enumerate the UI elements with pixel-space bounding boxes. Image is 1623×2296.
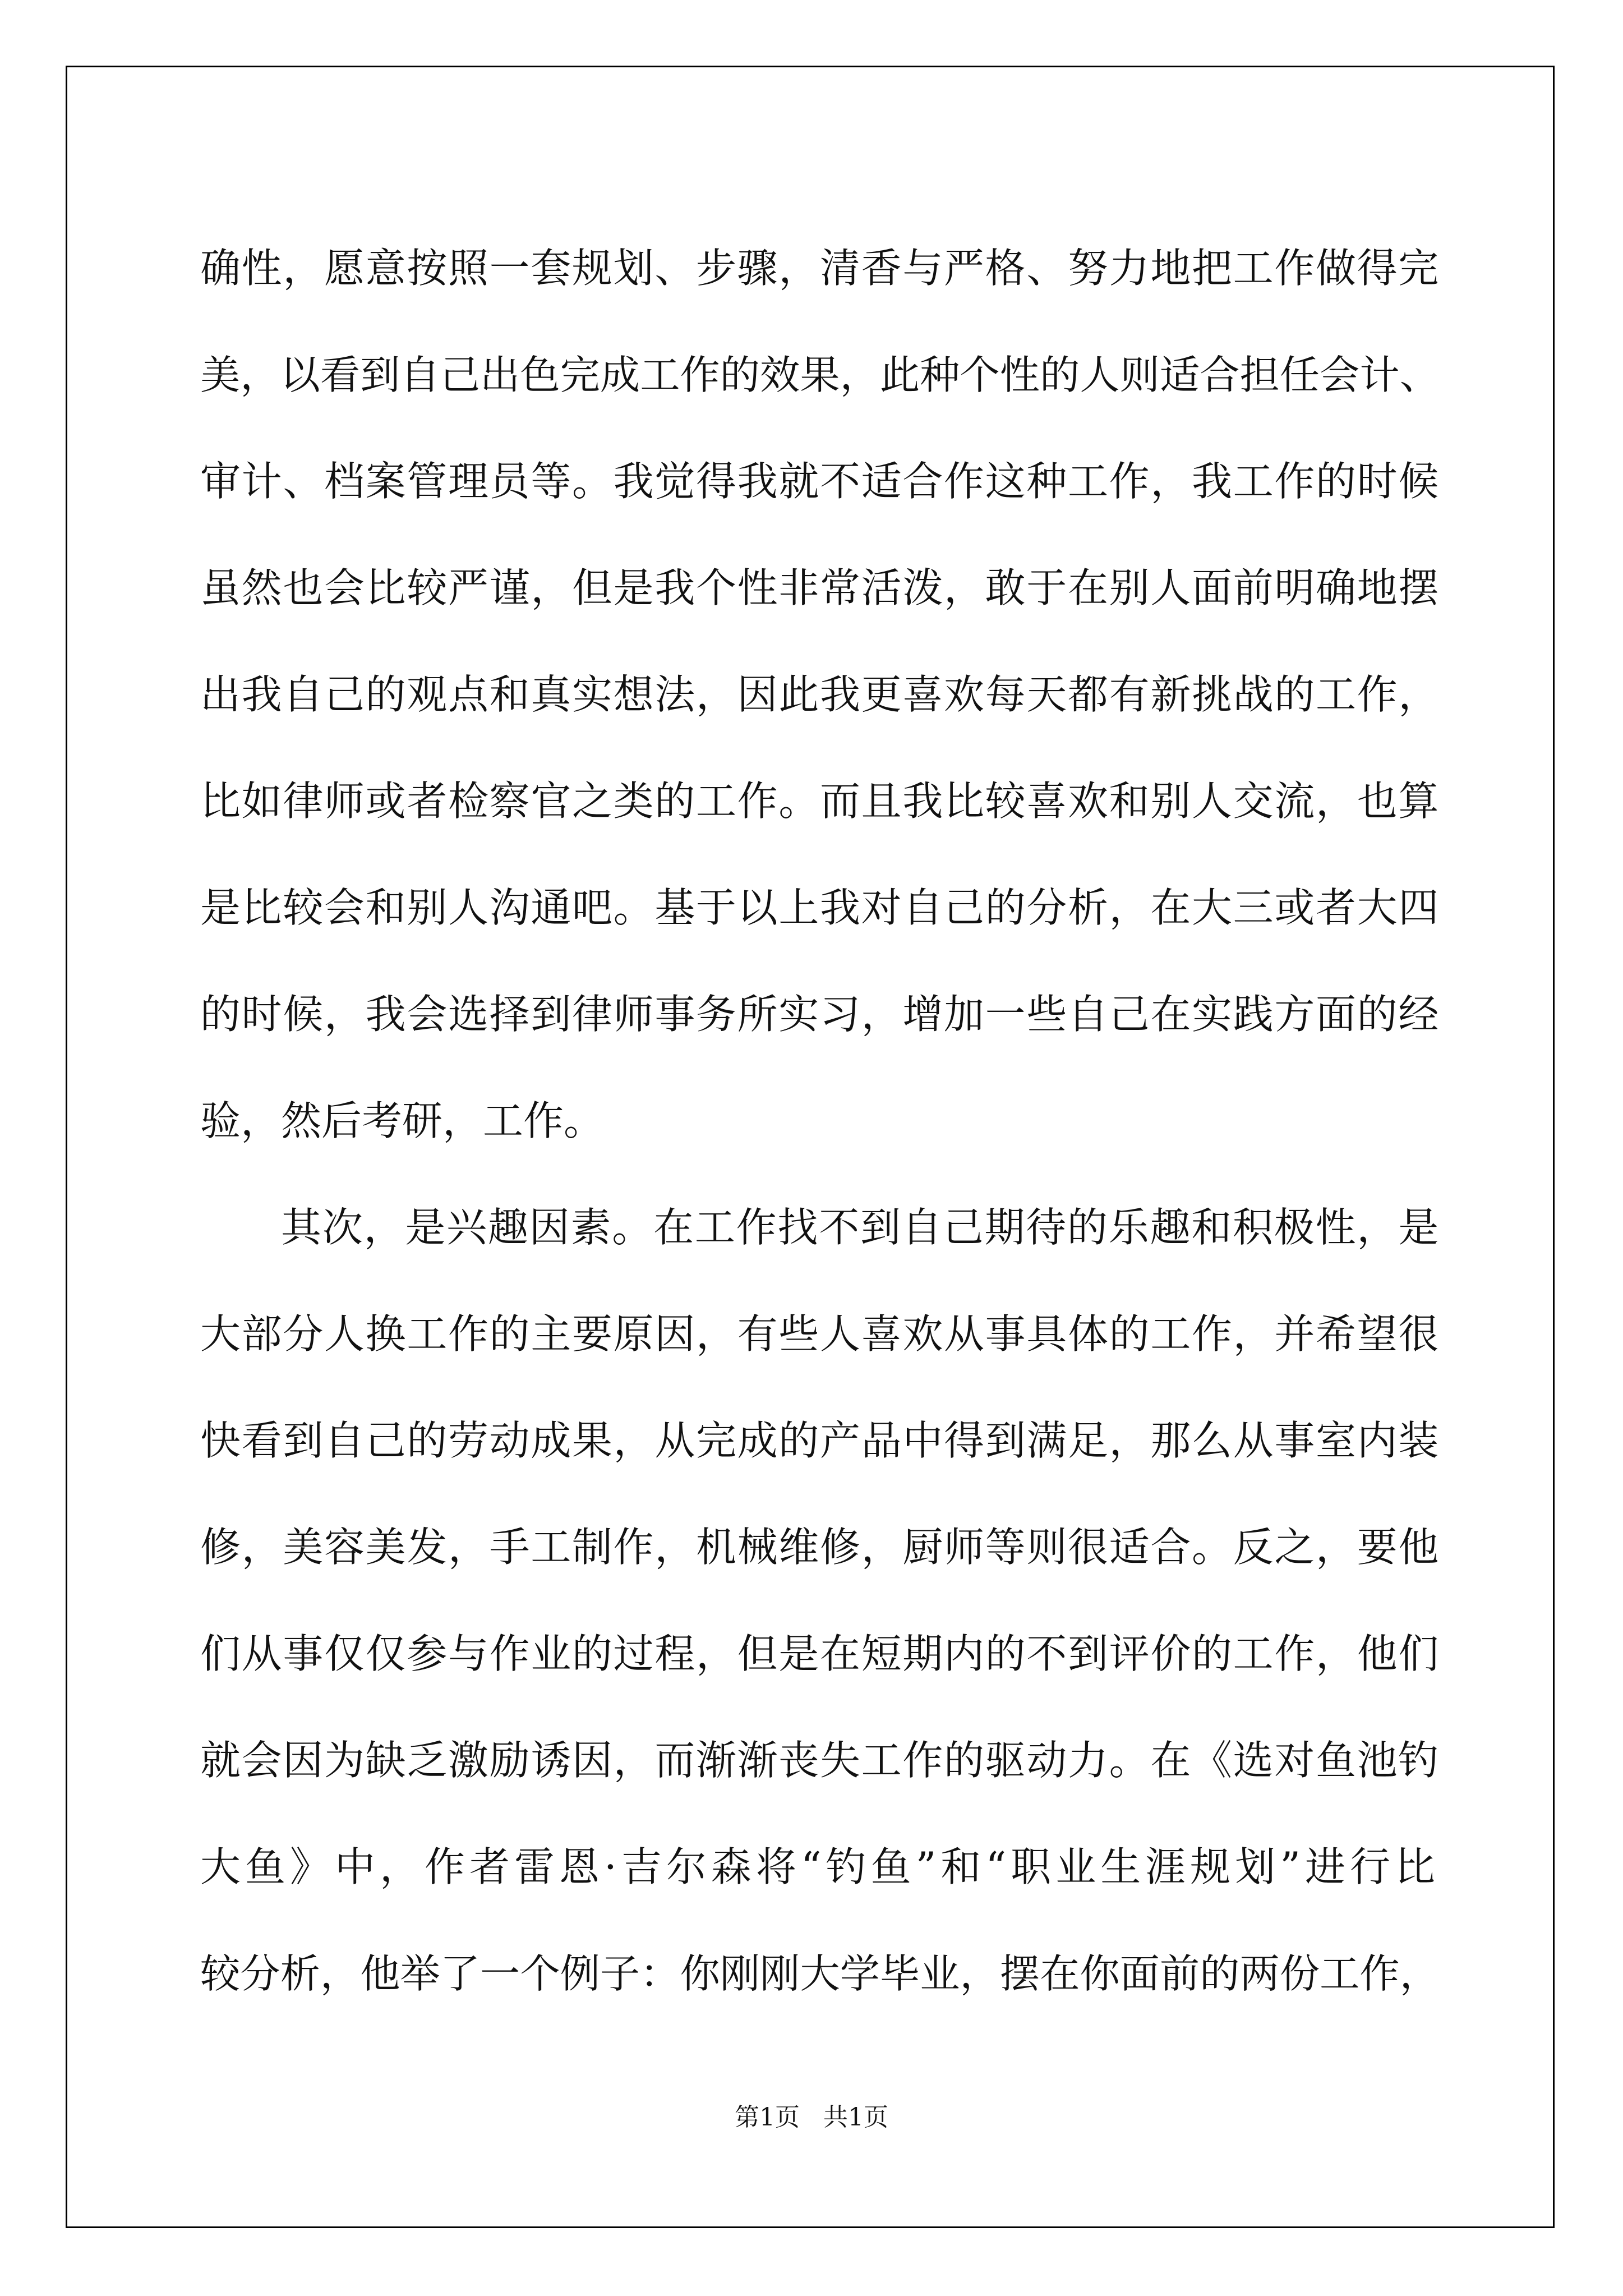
line-text: 快看到自己的劳动成果，从完成的产品中得到满足，那么从事室内装 (200, 1417, 1440, 1464)
text-line (200, 535, 1440, 641)
text-line (200, 1387, 1440, 1494)
line-text: 比如律师或者检察官之类的工作。而且我比较喜欢和别人交流，也算 (200, 777, 1440, 825)
line-text: 审计、档案管理员等。我觉得我就不适合作这种工作，我工作的时候 (200, 458, 1440, 505)
text-line (200, 428, 1440, 535)
text-line (200, 1814, 1440, 1920)
text-line (200, 1281, 1440, 1387)
text-line (200, 641, 1440, 748)
line-text: 验，然后考研，工作。 (200, 1097, 605, 1144)
line-text: 修，美容美发，手工制作，机械维修，厨师等则很适合。反之，要他 (200, 1524, 1440, 1571)
line-text: 确性，愿意按照一套规划、步骤，清香与严格、努力地把工作做得完 (200, 245, 1440, 292)
text-line (200, 1600, 1440, 1707)
line-text: 美，以看到自己出色完成工作的效果，此种个性的人则适合担任会计、 (200, 352, 1440, 398)
line-text: 其次，是兴趣因素。在工作找不到自己期待的乐趣和积极性，是 (281, 1204, 1440, 1251)
text-line (200, 321, 1440, 428)
line-text: 们从事仅仅参与作业的过程，但是在短期内的不到评价的工作，他们 (200, 1630, 1440, 1677)
line-text: 大部分人换工作的主要原因，有些人喜欢从事具体的工作，并希望很 (200, 1310, 1440, 1358)
text-line (200, 215, 1440, 321)
document-body (200, 215, 1440, 2027)
line-text: 较分析，他举了一个例子：你刚刚大学毕业，摆在你面前的两份工作， (200, 1950, 1440, 1997)
text-line (200, 1707, 1440, 1814)
line-text: 大鱼》中，作者雷恩·吉尔森将“钓鱼”和“职业生涯规划”进行比 (200, 1843, 1440, 1890)
text-line (200, 1920, 1440, 2027)
text-line (200, 1068, 1440, 1174)
page-number-footer: 第1页 共1页 (735, 2103, 888, 2132)
text-line (200, 1494, 1440, 1600)
line-text: 虽然也会比较严谨，但是我个性非常活泼，敢于在别人面前明确地摆 (200, 564, 1440, 611)
line-text: 的时候，我会选择到律师事务所实习，增加一些自己在实践方面的经 (200, 991, 1440, 1038)
text-line (200, 854, 1440, 961)
line-text: 是比较会和别人沟通吧。基于以上我对自己的分析，在大三或者大四 (200, 884, 1440, 931)
line-text: 出我自己的观点和真实想法，因此我更喜欢每天都有新挑战的工作， (200, 671, 1440, 718)
line-text: 就会因为缺乏激励诱因，而渐渐丧失工作的驱动力。在《选对鱼池钓 (200, 1737, 1440, 1784)
paragraph-first-line (200, 1174, 1440, 1281)
text-line (200, 748, 1440, 854)
text-line (200, 961, 1440, 1068)
